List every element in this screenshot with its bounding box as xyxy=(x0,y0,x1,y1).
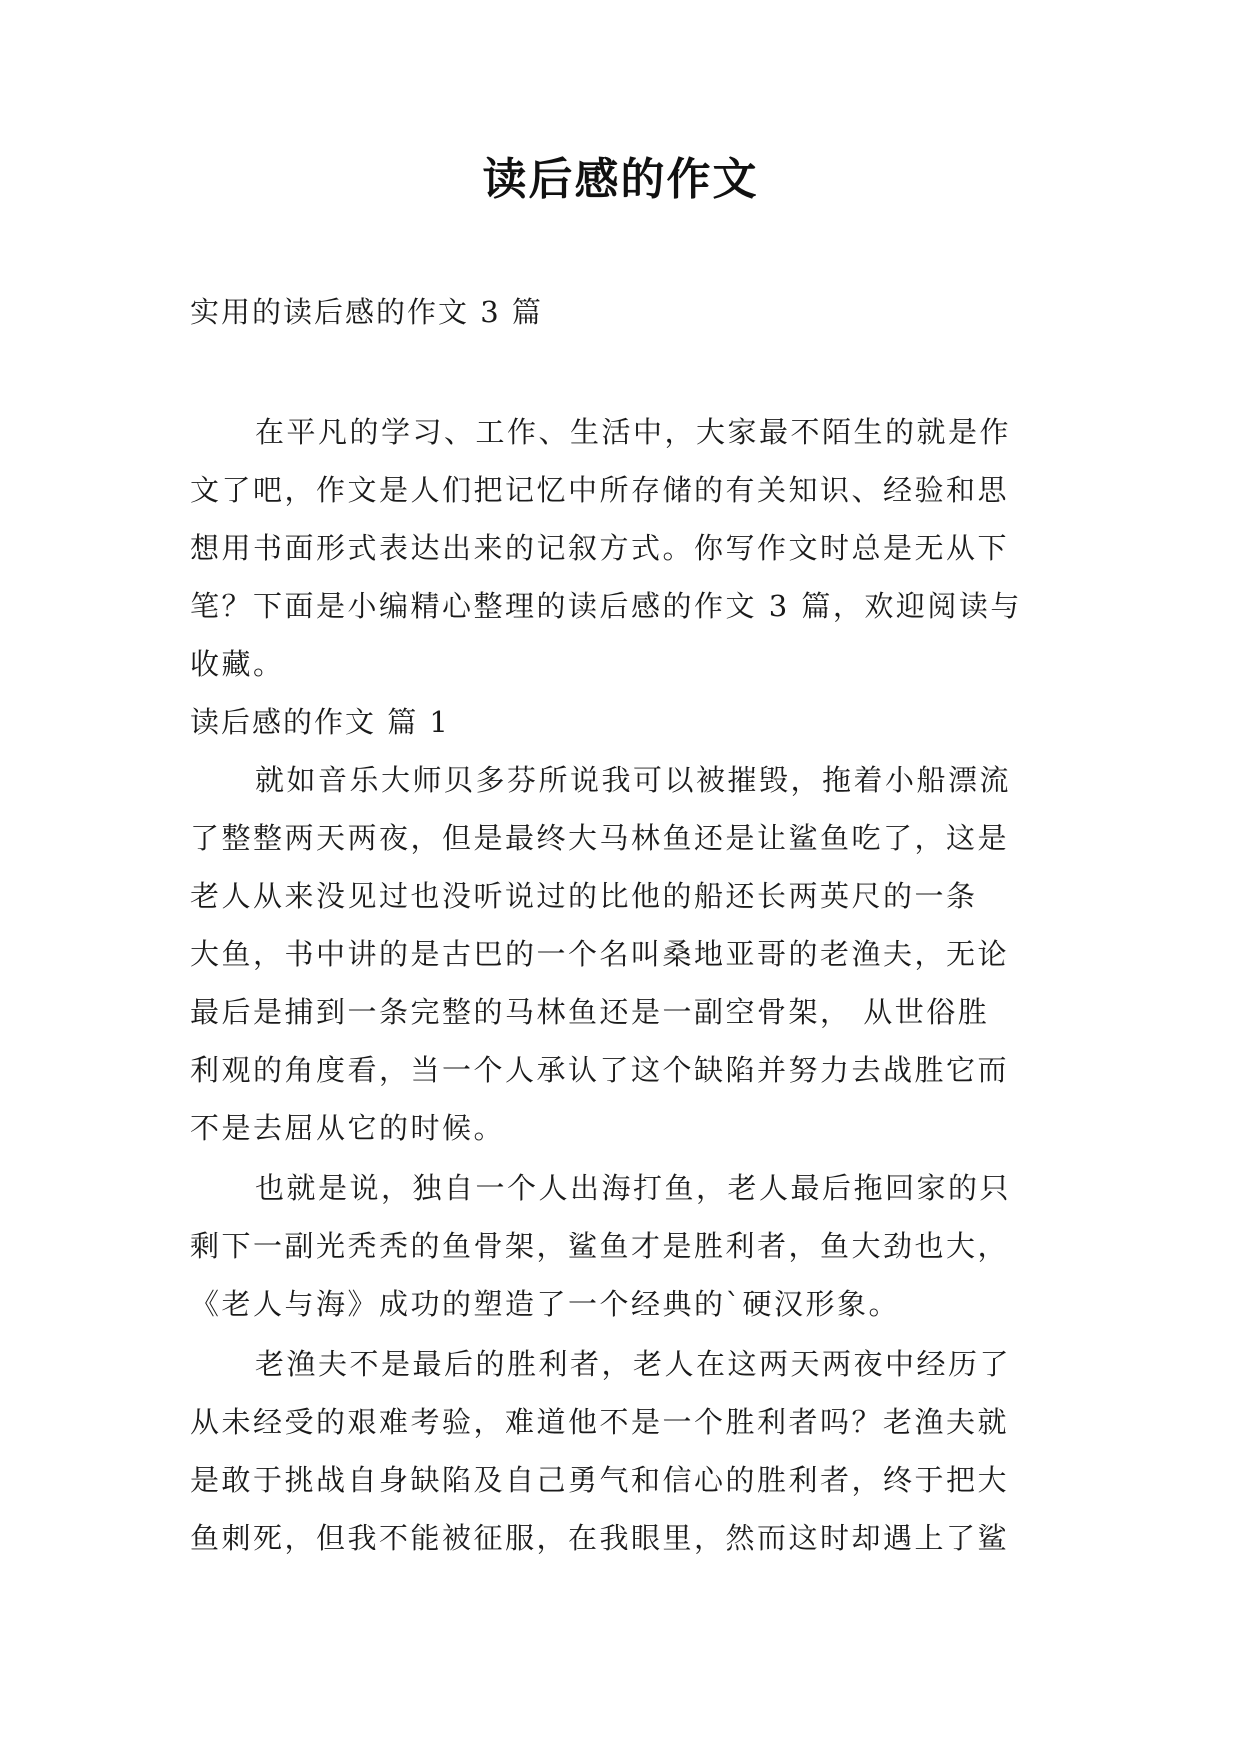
intro-line: 在平凡的学习、工作、生活中，大家最不陌生的就是作 xyxy=(255,415,1012,449)
paragraph-line: 也就是说，独自一个人出海打鱼，老人最后拖回家的只 xyxy=(255,1171,1012,1205)
paragraph-line: 从未经受的艰难考验，难道他不是一个胜利者吗？老渔夫就 xyxy=(190,1405,1010,1439)
intro-line: 笔？下面是小编精心整理的读后感的作文 3 篇，欢迎阅读与 xyxy=(190,589,1022,623)
paragraph-line: 《老人与海》成功的塑造了一个经典的`硬汉形象。 xyxy=(190,1287,901,1321)
paragraph-line: 鱼刺死，但我不能被征服，在我眼里，然而这时却遇上了鲨 xyxy=(190,1521,1010,1555)
paragraph-line: 大鱼，书中讲的是古巴的一个名叫桑地亚哥的老渔夫，无论 xyxy=(190,937,1010,971)
paragraph-line: 了整整两天两夜，但是最终大马林鱼还是让鲨鱼吃了，这是 xyxy=(190,821,1010,855)
paragraph-line: 不是去屈从它的时候。 xyxy=(190,1111,506,1145)
paragraph-line: 最后是捕到一条完整的马林鱼还是一副空骨架， 从世俗胜 xyxy=(190,995,990,1029)
paragraph-line: 老渔夫不是最后的胜利者，老人在这两天两夜中经历了 xyxy=(255,1347,1012,1381)
intro-line: 想用书面形式表达出来的记叙方式。你写作文时总是无从下 xyxy=(190,531,1010,565)
paragraph-line: 是敢于挑战自身缺陷及自己勇气和信心的胜利者，终于把大 xyxy=(190,1463,1010,1497)
paragraph-line: 就如音乐大师贝多芬所说我可以被摧毁，拖着小船漂流 xyxy=(255,763,1012,797)
paragraph-line: 剩下一副光秃秃的鱼骨架，鲨鱼才是胜利者，鱼大劲也大， xyxy=(190,1229,1010,1263)
section-heading: 读后感的作文 篇 1 xyxy=(190,705,450,739)
intro-line: 收藏。 xyxy=(190,647,285,681)
intro-line: 文了吧，作文是人们把记忆中所存储的有关知识、经验和思 xyxy=(190,473,1010,507)
document-subtitle: 实用的读后感的作文 3 篇 xyxy=(190,295,543,329)
document-title: 读后感的作文 xyxy=(482,154,759,205)
paragraph-line: 老人从来没见过也没听说过的比他的船还长两英尺的一条 xyxy=(190,879,978,913)
paragraph-line: 利观的角度看，当一个人承认了这个缺陷并努力去战胜它而 xyxy=(190,1053,1010,1087)
